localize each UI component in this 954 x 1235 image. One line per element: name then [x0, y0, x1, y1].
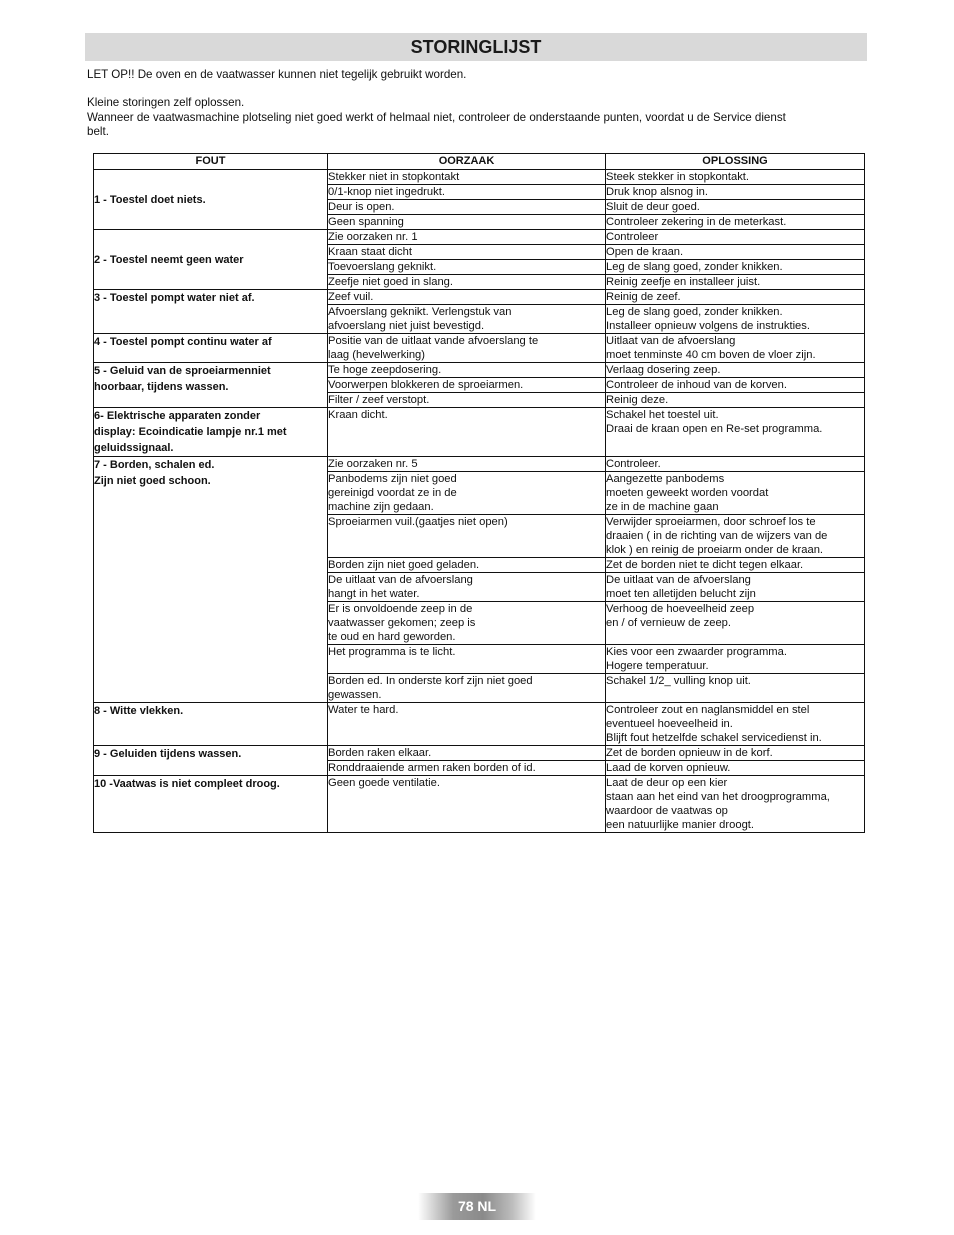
solution-line: Laad de korven opnieuw.: [606, 762, 731, 774]
cause-cell: [328, 703, 606, 746]
solution-cell: [606, 602, 865, 645]
cause-line: Deur is open.: [328, 201, 395, 213]
solution-line: Sluit de deur goed.: [606, 201, 700, 213]
column-header-cause: OORZAAK: [328, 154, 606, 170]
solution-line: Laat de deur op een kier: [606, 777, 728, 789]
solution-cell: [606, 275, 865, 290]
solution-line: een natuurlijke manier droogt.: [606, 819, 755, 831]
solution-cell: [606, 185, 865, 200]
table-row: [94, 363, 865, 378]
table-row: [94, 776, 865, 833]
solution-cell: [606, 363, 865, 378]
intro-line: Wanneer de vaatwasmachine plotseling niet goed werkt of helmaal niet, controleer de onderstaande punten, voordat u de Service dienst: [87, 110, 786, 124]
solution-cell: [606, 378, 865, 393]
solution-line: Controleer.: [606, 458, 661, 470]
solution-line: Schakel het toestel uit.: [606, 409, 719, 421]
solution-line: moet tenminste 40 cm boven de vloer zijn.: [606, 349, 816, 361]
cause-cell: [328, 602, 606, 645]
fault-line: 9 - Geluiden tijdens wassen.: [94, 748, 242, 760]
cause-cell: [328, 472, 606, 515]
table-header-row: [94, 154, 865, 170]
cause-line: te oud en hard geworden.: [328, 631, 456, 643]
cause-line: Toevoerslang geknikt.: [328, 261, 437, 273]
solution-cell: [606, 170, 865, 185]
solution-line: Druk knop alsnog in.: [606, 186, 708, 198]
cause-line: Sproeiarmen vuil.(gaatjes niet open): [328, 516, 508, 528]
cause-cell: [328, 573, 606, 602]
warning-note: LET OP!! De oven en de vaatwasser kunnen niet tegelijk gebruikt worden.: [87, 68, 467, 81]
table-row: [94, 230, 865, 245]
solution-line: Zet de borden niet te dicht tegen elkaar.: [606, 559, 804, 571]
cause-line: Zeefje niet goed in slang.: [328, 276, 454, 288]
cause-cell: [328, 215, 606, 230]
cause-line: Zeef vuil.: [328, 291, 374, 303]
cause-line: Kraan staat dicht: [328, 246, 412, 258]
solution-line: Zet de borden opnieuw in de korf.: [606, 747, 773, 759]
intro-text: [87, 96, 877, 140]
fault-cell: [94, 408, 328, 457]
cause-line: Ronddraaiende armen raken borden of id.: [328, 762, 536, 774]
solution-line: moeten geweekt worden voordat: [606, 487, 769, 499]
cause-cell: [328, 185, 606, 200]
cause-cell: [328, 645, 606, 674]
fault-line: 2 - Toestel neemt geen water: [94, 253, 244, 266]
solution-line: Verhoog de hoeveelheid zeep: [606, 603, 755, 615]
solution-line: Verwijder sproeiarmen, door schroef los te: [606, 516, 816, 528]
solution-cell: [606, 215, 865, 230]
fault-cell: [94, 363, 328, 408]
solution-cell: [606, 408, 865, 457]
solution-line: Verlaag dosering zeep.: [606, 364, 721, 376]
solution-line: Controleer de inhoud van de korven.: [606, 379, 787, 391]
solution-cell: [606, 290, 865, 305]
solution-cell: [606, 393, 865, 408]
cause-line: Borden ed. In onderste korf zijn niet goed: [328, 675, 533, 687]
fault-line: display: Ecoindicatie lampje nr.1 met: [94, 426, 287, 438]
cause-line: gereinigd voordat ze in de: [328, 487, 457, 499]
solution-cell: [606, 334, 865, 363]
table-row: [94, 408, 865, 457]
solution-line: ze in de machine gaan: [606, 501, 719, 513]
fault-cell: [94, 776, 328, 833]
cause-line: Geen spanning: [328, 216, 404, 228]
solution-line: Controleer: [606, 231, 659, 243]
column-header-fault: FOUT: [94, 154, 328, 170]
solution-cell: [606, 761, 865, 776]
cause-line: Panbodems zijn niet goed: [328, 473, 457, 485]
cause-line: Te hoge zeepdosering.: [328, 364, 442, 376]
cause-cell: [328, 245, 606, 260]
cause-line: Er is onvoldoende zeep in de: [328, 603, 473, 615]
table-row: [94, 170, 865, 185]
cause-cell: [328, 200, 606, 215]
cause-line: vaatwasser gekomen; zeep is: [328, 617, 476, 629]
cause-cell: [328, 170, 606, 185]
solution-cell: [606, 457, 865, 472]
cause-line: laag (hevelwerking): [328, 349, 426, 361]
cause-line: afvoerslang niet juist bevestigd.: [328, 320, 485, 332]
solution-line: Reinig zeefje en installeer juist.: [606, 276, 761, 288]
solution-cell: [606, 746, 865, 761]
solution-line: Draai de kraan open en Re-set programma.: [606, 423, 823, 435]
cause-line: hangt in het water.: [328, 588, 420, 600]
fault-cell: [94, 230, 328, 290]
cause-cell: [328, 674, 606, 703]
cause-line: Het programma is te licht.: [328, 646, 456, 658]
solution-cell: [606, 703, 865, 746]
table-row: [94, 334, 865, 363]
solution-line: Installeer opnieuw volgens de instrukties.: [606, 320, 810, 332]
cause-line: Stekker niet in stopkontakt: [328, 171, 460, 183]
solution-cell: [606, 515, 865, 558]
solution-line: Schakel 1/2_ vulling knop uit.: [606, 675, 751, 687]
solution-line: De uitlaat van de afvoerslang: [606, 574, 751, 586]
cause-cell: [328, 334, 606, 363]
cause-cell: [328, 305, 606, 334]
table-row: [94, 746, 865, 761]
fault-line: 7 - Borden, schalen ed.: [94, 459, 215, 471]
solution-line: Hogere temperatuur.: [606, 660, 709, 672]
cause-cell: [328, 275, 606, 290]
solution-cell: [606, 674, 865, 703]
troubleshooting-table: [93, 153, 865, 833]
cause-line: Borden raken elkaar.: [328, 747, 432, 759]
fault-cell: [94, 457, 328, 703]
intro-line: belt.: [87, 125, 109, 138]
fault-line: geluidssignaal.: [94, 442, 174, 454]
solution-cell: [606, 472, 865, 515]
cause-line: Borden zijn niet goed geladen.: [328, 559, 480, 571]
cause-cell: [328, 761, 606, 776]
cause-cell: [328, 457, 606, 472]
solution-line: Leg de slang goed, zonder knikken.: [606, 306, 783, 318]
fault-line: 6- Elektrische apparaten zonder: [94, 410, 261, 422]
intro-line: Kleine storingen zelf oplossen.: [87, 96, 245, 109]
cause-line: Positie van de uitlaat vande afvoerslang te: [328, 335, 539, 347]
cause-cell: [328, 230, 606, 245]
fault-line: hoorbaar, tijdens wassen.: [94, 381, 229, 393]
solution-line: Kies voor een zwaarder programma.: [606, 646, 787, 658]
cause-line: Geen goede ventilatie.: [328, 777, 440, 789]
cause-line: Zie oorzaken nr. 5: [328, 458, 418, 470]
fault-line: 3 - Toestel pompt water niet af.: [94, 292, 255, 304]
fault-cell: [94, 170, 328, 230]
cause-cell: [328, 515, 606, 558]
solution-cell: [606, 558, 865, 573]
solution-cell: [606, 573, 865, 602]
solution-line: Reinig de zeef.: [606, 291, 681, 303]
column-header-solution: OPLOSSING: [606, 154, 865, 170]
cause-line: Zie oorzaken nr. 1: [328, 231, 418, 243]
fault-line: 10 -Vaatwas is niet compleet droog.: [94, 778, 280, 790]
solution-line: Aangezette panbodems: [606, 473, 725, 485]
solution-line: Blijft fout hetzelfde schakel servicedienst in.: [606, 732, 822, 744]
table-row: [94, 290, 865, 305]
cause-cell: [328, 408, 606, 457]
solution-cell: [606, 776, 865, 833]
solution-line: Controleer zekering in de meterkast.: [606, 216, 787, 228]
table-body: [94, 170, 865, 833]
solution-line: draaien ( in de richting van de wijzers van de: [606, 530, 828, 542]
cause-cell: [328, 746, 606, 761]
solution-cell: [606, 230, 865, 245]
cause-line: Voorwerpen blokkeren de sproeiarmen.: [328, 379, 524, 391]
table-row: [94, 457, 865, 472]
solution-cell: [606, 245, 865, 260]
page-title: STORINGLIJST: [85, 33, 867, 61]
cause-cell: [328, 558, 606, 573]
cause-cell: [328, 378, 606, 393]
fault-line: 5 - Geluid van de sproeiarmenniet: [94, 365, 271, 377]
solution-line: waardoor de vaatwas op: [606, 805, 728, 817]
cause-line: gewassen.: [328, 689, 382, 701]
solution-cell: [606, 305, 865, 334]
fault-line: 8 - Witte vlekken.: [94, 705, 184, 717]
cause-line: 0/1-knop niet ingedrukt.: [328, 186, 445, 198]
solution-line: moet ten alletijden belucht zijn: [606, 588, 756, 600]
cause-line: Kraan dicht.: [328, 409, 388, 421]
solution-line: Leg de slang goed, zonder knikken.: [606, 261, 783, 273]
cause-cell: [328, 363, 606, 378]
solution-line: klok ) en reinig de proeiarm onder de kraan.: [606, 544, 824, 556]
solution-cell: [606, 200, 865, 215]
cause-line: De uitlaat van de afvoerslang: [328, 574, 473, 586]
solution-cell: [606, 260, 865, 275]
cause-line: Water te hard.: [328, 704, 399, 716]
fault-cell: [94, 703, 328, 746]
fault-cell: [94, 746, 328, 776]
cause-cell: [328, 393, 606, 408]
table-row: [94, 703, 865, 746]
solution-line: eventueel hoeveelheid in.: [606, 718, 733, 730]
cause-cell: [328, 290, 606, 305]
cause-cell: [328, 776, 606, 833]
solution-line: staan aan het eind van het droogprogramma,: [606, 791, 830, 803]
solution-line: Open de kraan.: [606, 246, 684, 258]
fault-cell: [94, 334, 328, 363]
solution-line: Uitlaat van de afvoerslang: [606, 335, 736, 347]
solution-line: Steek stekker in stopkontakt.: [606, 171, 750, 183]
fault-cell: [94, 290, 328, 334]
cause-line: Afvoerslang geknikt. Verlengstuk van: [328, 306, 512, 318]
solution-line: en / of vernieuw de zeep.: [606, 617, 732, 629]
page-number: 78 NL: [418, 1193, 536, 1220]
cause-line: Filter / zeef verstopt.: [328, 394, 430, 406]
solution-line: Controleer zout en naglansmiddel en stel: [606, 704, 810, 716]
cause-line: machine zijn gedaan.: [328, 501, 434, 513]
cause-cell: [328, 260, 606, 275]
solution-line: Reinig deze.: [606, 394, 669, 406]
fault-line: 4 - Toestel pompt continu water af: [94, 336, 272, 348]
fault-line: 1 - Toestel doet niets.: [94, 193, 206, 206]
fault-line: Zijn niet goed schoon.: [94, 475, 211, 487]
solution-cell: [606, 645, 865, 674]
